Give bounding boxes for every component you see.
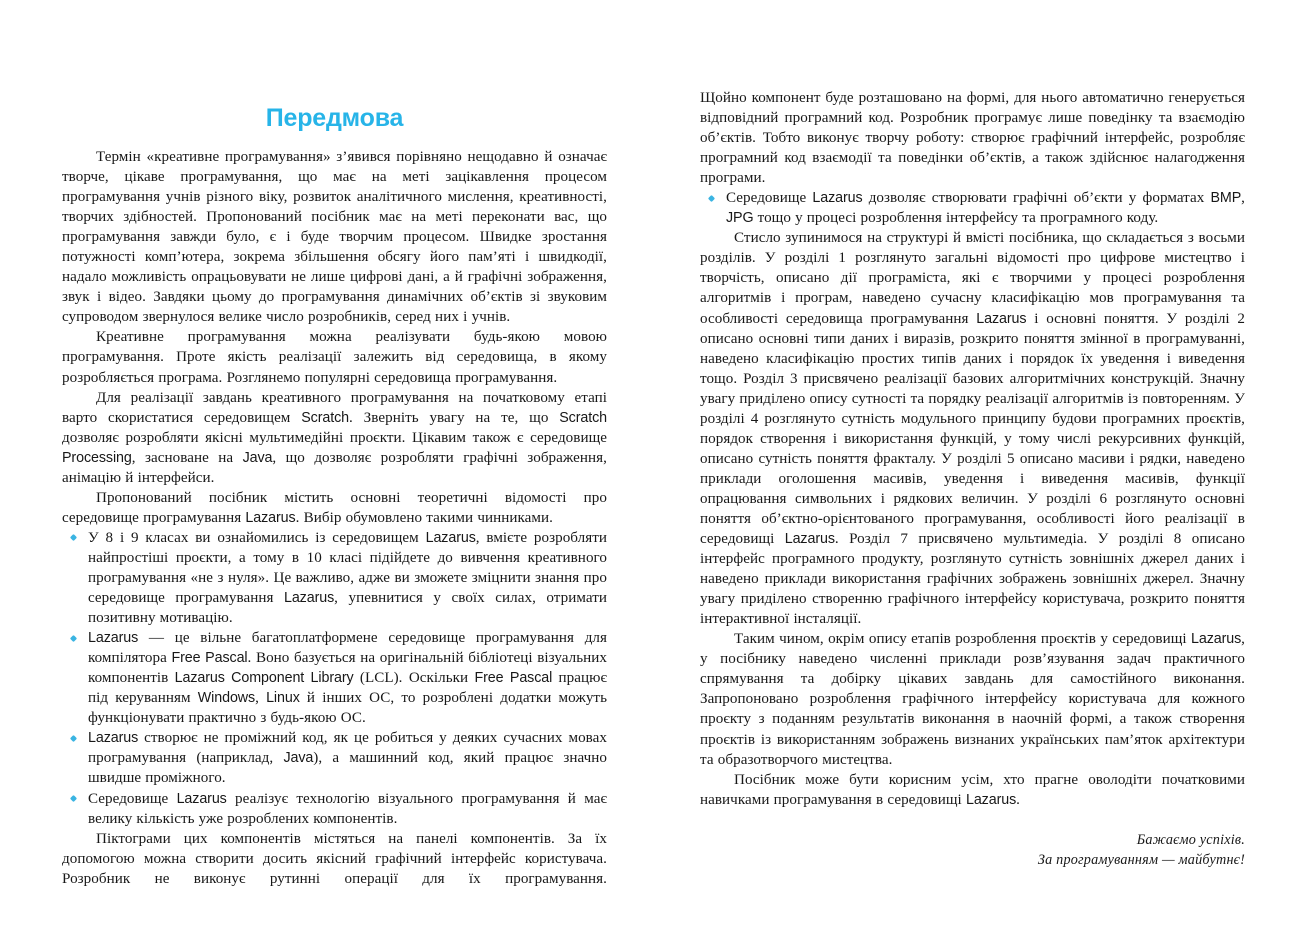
feature-list [700,188,1245,228]
list-item [62,728,607,788]
paragraph: Пропонований посібник містить основні теоретичні відомості про середовище програмування Lazarus. Вибір обумовлено такими чинниками. [62,489,607,526]
latin-term: Scratch [559,409,608,426]
diamond-bullet-icon [70,635,77,642]
list-item [700,188,1245,228]
diamond-bullet-icon [708,195,715,202]
latin-term: Component Library [231,670,354,687]
list-item-text: Lazarus — це вільне багатоплатформене середовище програмування для компілятора Free Pascal. Воно базується на оригінальній бібліотеці візуальних компонентів Lazarus Component Library (LCL). Оскільки Free Pascal працює під керуванням Windows, Linux й інших ОС, то розроблені додатки можуть функціонувати практично з будь-якою ОС. [88,630,607,727]
latin-term: Lazarus [965,791,1017,808]
list-item [62,789,607,829]
paragraph: Піктограми цих компонентів містяться на панелі компонентів. За їх допомогою можна створити досить якісний графічний інтерфейс користувача. Розробник не виконує рутинні операції для їх програмування. [62,830,607,887]
list-item [62,528,607,628]
latin-term: Linux [266,690,300,707]
latin-term: Lazarus [176,790,227,807]
list-item [62,628,607,728]
paragraph: Для реалізації завдань креативного програмування на початковому етапі варто скористатися середовищем Scratch. Зверніть увагу на те, що Scratch дозволяє розробляти якісні мультимедійні проєкти. Цікавим також є середовище Processing, засноване на Java, що дозволяє розробляти графічні зображення, анімацію й інтерфейси. [62,389,608,486]
list-item-text: Середовище Lazarus реалізує технологію візуального програмування й має велику кількість уже розроблених компонентів. [88,790,607,827]
paragraph: Таким чином, окрім опису етапів розроблення проєктів у середовищі Lazarus, у посібнику наведено численні приклади розв’язування задач практичного спрямування та добірку цікавих завдань для самостійного виконання. Запропоновано розроблення графічного інтерфейсу користувача для кожного проєкту з поданням результатів виконання в наочній формі, а також створення проєктів із використанням зображень визнаних українських пам’яток архітектури та образотворчого мистецтва. [700,631,1245,768]
latin-term: Lazarus [1191,631,1242,648]
latin-term: BMP [1210,190,1242,207]
feature-list [62,528,607,829]
latin-term: Lazarus [976,310,1027,327]
latin-term: Java [283,750,314,767]
diamond-bullet-icon [70,534,77,541]
right-column [700,88,1245,870]
latin-term: Windows [197,690,256,707]
diamond-bullet-icon [70,795,77,802]
latin-term: Lazarus [88,630,139,647]
left-column [62,147,607,889]
latin-term: Lazarus [425,529,476,546]
latin-term: Free Pascal [171,650,248,667]
paragraph: Щойно компонент буде розташовано на формі, для нього автоматично генерується відповідний програмний код. Розробник програмує лише поведінку та взаємодію об’єктів. Тобто виконує творчу роботу: створює графічний інтерфейс, розробляє програмний код взаємодії та поведінки об’єктів, а також здійснює налагодження програми. [700,90,1245,187]
paragraph: Стисло зупинимося на структурі й вмісті посібника, що складається з восьми розділів. У розділі 1 розглянуто загальні відомості про цифрове мистецтво і творчість, описано дії програміста, які є творчими у процесі розроблення алгоритмів і програм, наведено сучасну класифікацію мов програмування та особливості середовища програмування Lazarus і основні поняття. У розділі 2 описано основні типи даних і виразів, розкрито поняття змінної в програмуванні, наведено класифікацію простих типів даних і порядок їх уведення і виведення тощо. Розділ 3 присвячено реалізації базових алгоритмічних конструкцій. Значну увагу приділено опису сутності та порядку реалізації алгоритмів із повторенням. У розділі 4 розглянуто сутність модульного принципу будови програмних проєктів, порядок створення і використання функцій, у тому числі рекурсивних функцій, описано сутність поняття фракталу. У розділі 5 описано масиви і рядки, наведено приклади оголошення масивів, уведення і виведення масивів, функції опрацювання символьних і рядкових величин. У розділі 6 розглянуто основні поняття об’єктно-орієнтованого програмування, особливості його реалізації в середовищі Lazarus. Розділ 7 присвячено мультимедіа. У розділі 8 описано інтерфейс програмного продукту, розглянуто сутність зовнішніх джерел даних і наведено приклади використання графічних зображень зовнішніх джерел. Значну увагу приділено створенню графічного інтерфейсу користувача, розкрито поняття інтерактивної інсталяції. [700,230,1246,628]
signoff-line-1: Бажаємо успіхів. [1136,831,1245,848]
list-item-text: Lazarus створює не проміжний код, як це робиться у деяких сучасних мовах програмування (наприклад, Java), а машинний код, який працює значно швидше проміжного. [88,730,608,787]
latin-term: Scratch [301,409,350,426]
page-title: Передмова [265,103,404,132]
latin-term: Lazarus [174,670,225,687]
signoff-line-2: За програмуванням — майбутнє! [1037,851,1245,868]
paragraph: Посібник може бути корисним усім, хто прагне оволодіти початковими навичками програмування в середовищі Lazarus. [700,771,1245,808]
latin-term: Java [242,449,273,466]
latin-term: Lazarus [812,190,863,207]
latin-term: Lazarus [245,509,296,526]
latin-term: Lazarus [283,590,335,607]
diamond-bullet-icon [70,735,77,742]
latin-term: Lazarus [784,531,835,548]
list-item-text: Середовище Lazarus дозволяє створювати графічні об’єкти у форматах BMP, JPG тощо у процесі розроблення інтерфейсу та програмного коду. [726,190,1245,227]
paragraph: Термін «креативне програмування» з’явився порівняно нещодавно й означає творче, цікаве програмування, що має на меті зацікавлення процесом програмування учнів різного віку, розвиток аналітичного мислення, креативності, творчих здібностей. Пропонований посібник має на меті переконати вас, що програмування завжди було, є і буде творчим процесом. Швидке зростання потужності комп’ютера, зокрема збільшення обсягу його пам’яті і швидкодії, надало можливість опрацьовувати не лише цифрові дані, а й графічні зображення, звук і відео. Завдяки цьому до програмування динамічних об’єктів зі звуковим супроводом звернулося велике число розробників, серед них і учнів. [62,149,607,326]
latin-term: JPG [726,210,754,227]
list-item-text: У 8 і 9 класах ви ознайомились із середовищем Lazarus, вмієте розробляти найпростіші проєкти, а тому в 10 класі підійдете до вивчення креативного програмування «не з нуля». Це важливо, адже ви зможете зміцнити знання про середовище програмування Lazarus, упевнитися у своїх силах, отримати позитивну мотивацію. [88,529,608,627]
latin-term: Free Pascal [474,670,553,687]
signoff-block [700,830,1245,870]
paragraph: Креативне програмування можна реалізувати будь-якою мовою програмування. Проте якість реалізації залежить від середовища, в якому розробляється програма. Розглянемо популярні середовища програмування. [62,329,607,386]
latin-term: Lazarus [88,730,139,747]
latin-term: Processing [62,449,132,466]
